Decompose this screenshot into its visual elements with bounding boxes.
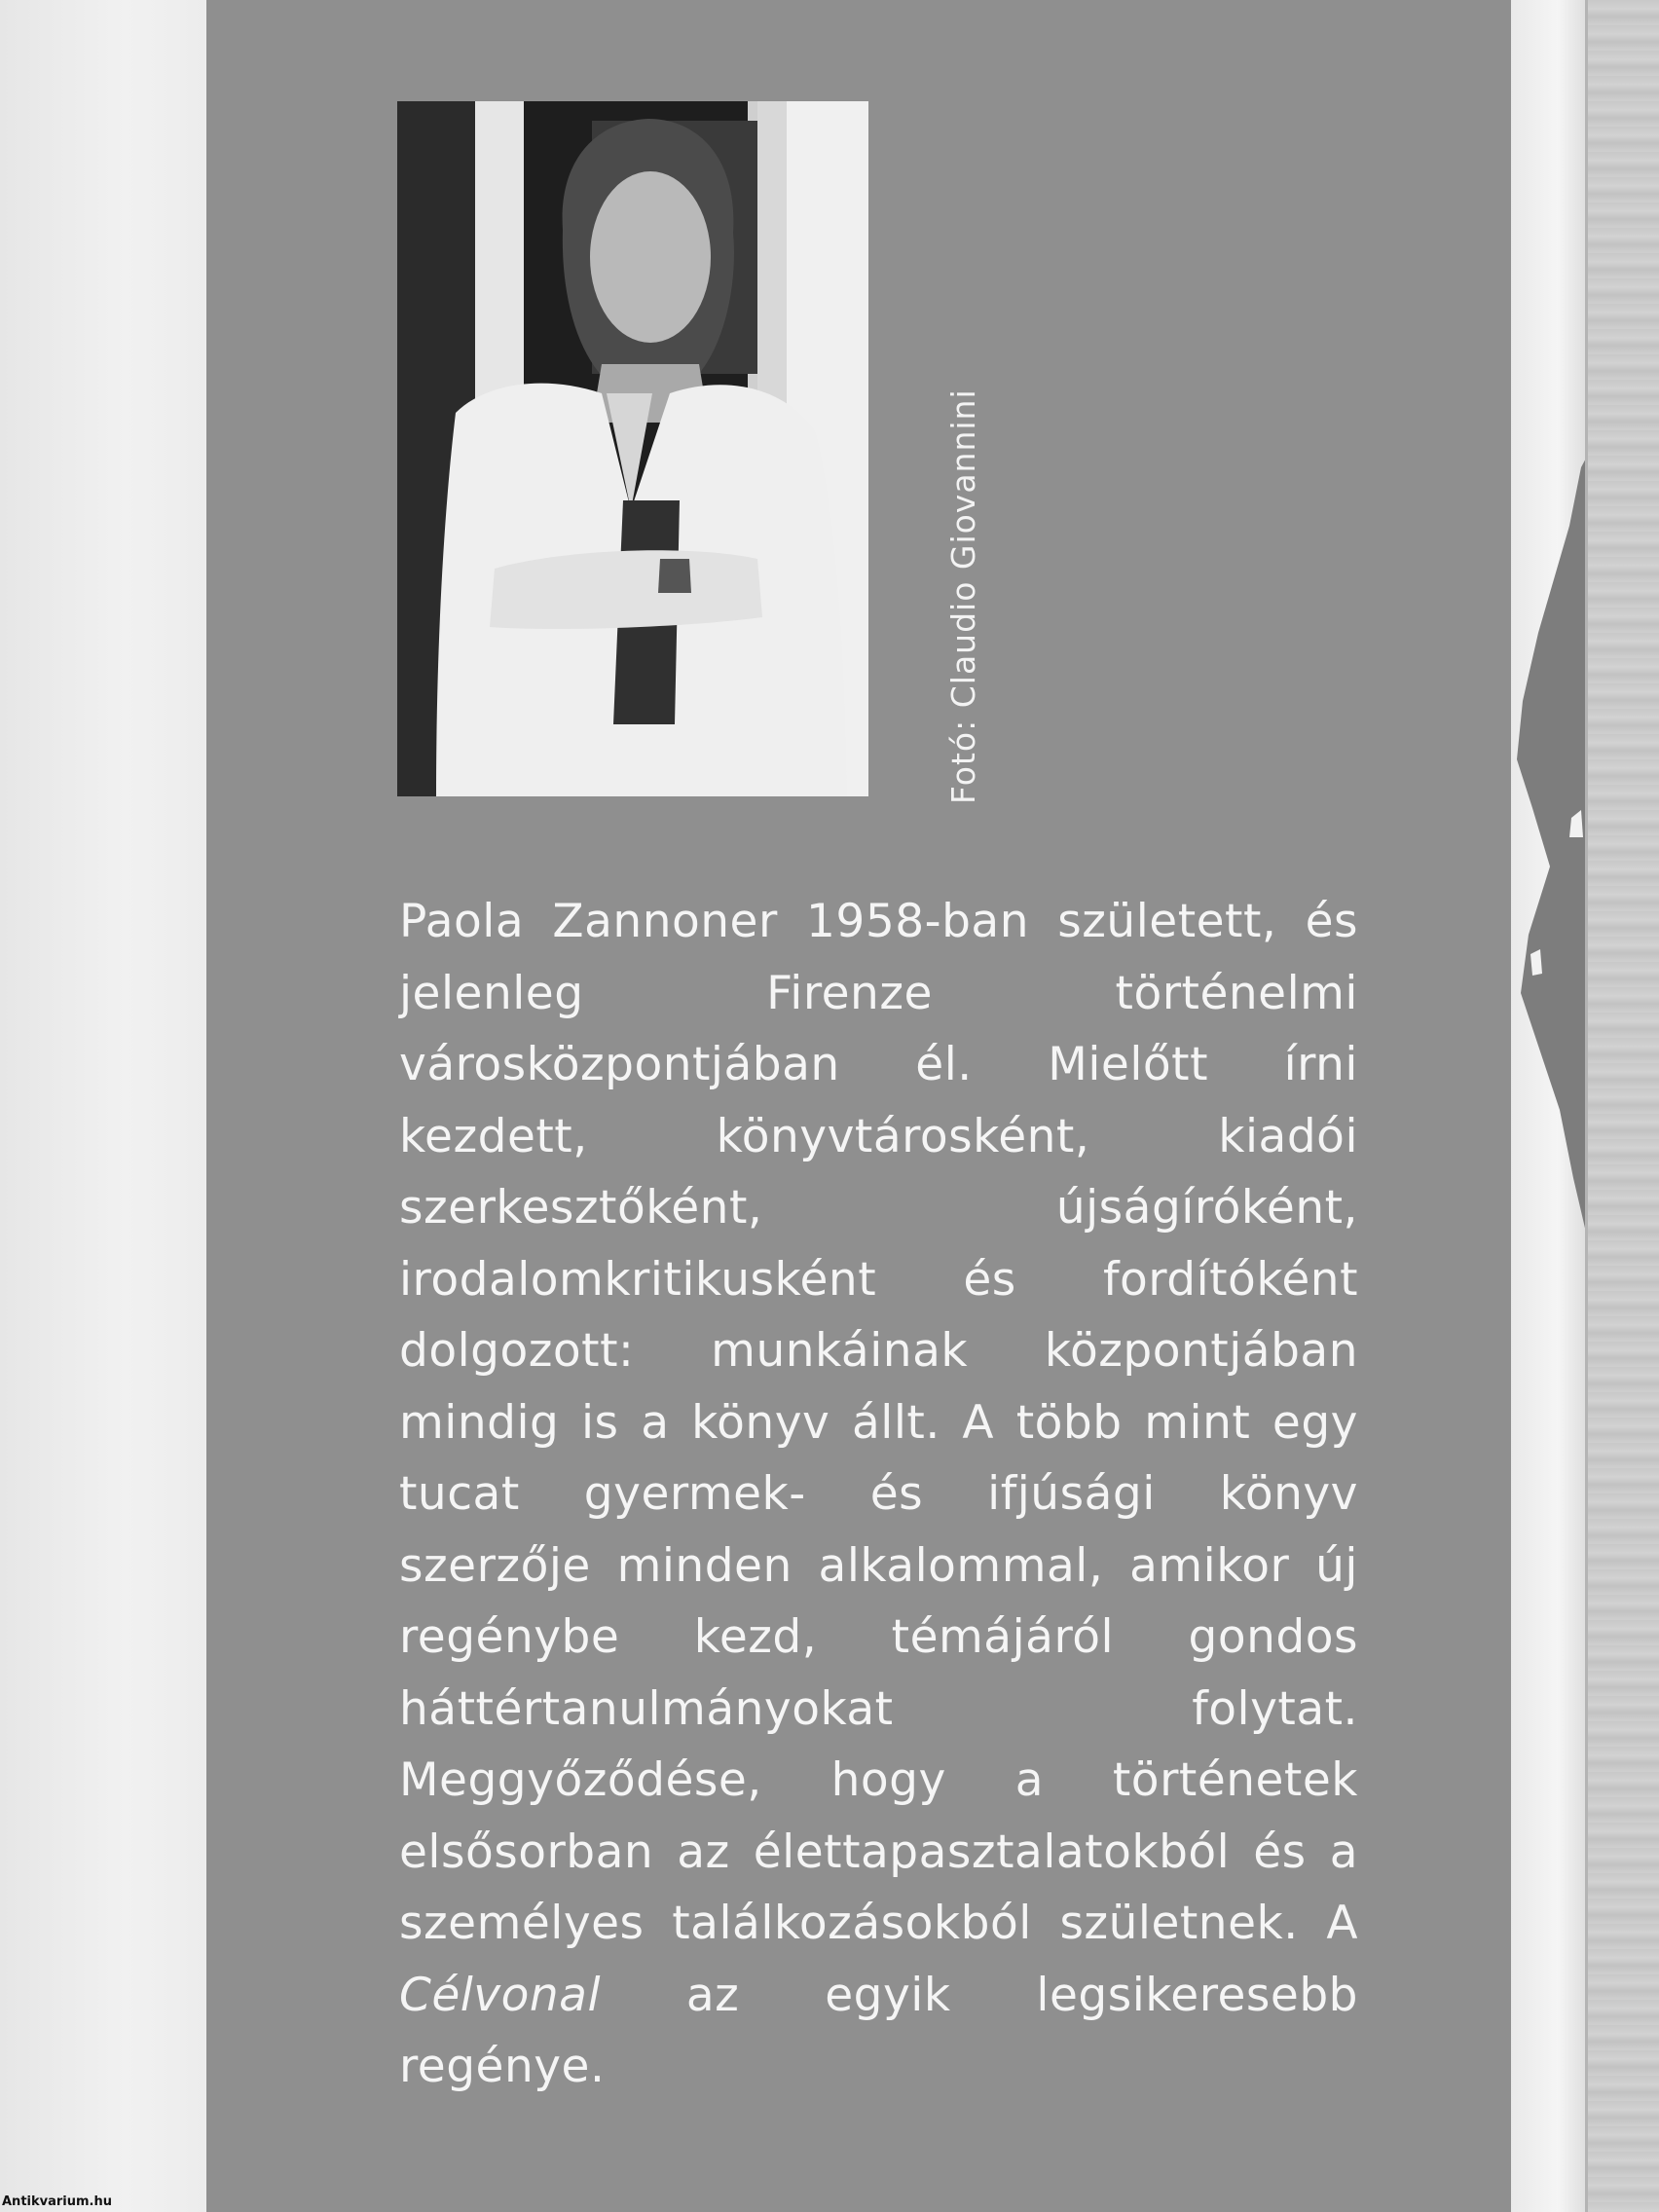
book-title: Célvonal [399,1968,602,2022]
photo-credit: Fotó: Claudio Giovannini [944,388,982,804]
cover-artwork-fragment [1511,409,1597,1266]
watermark: Antikvarium.hu [2,2194,112,2209]
inner-page-margin [0,0,209,2212]
author-biography [399,886,1358,2103]
author-photo [397,101,868,796]
book-spine [1585,0,1659,2212]
bio-text-part-2: az egyik legsikeresebb regénye. [399,1968,1358,2093]
bio-text-part-1: Paola Zannoner 1958-ban született, és jelenleg Firenze történelmi városközpontjában él. Mielőtt írni kezdett, könyvtárosként, kiadói szerkesztőként, újságíróként, irodalomkritikusként és fordítóként dolgozott: munkáinak központjában mindig is a könyv állt. A több mint egy tucat gyermek- és ifjúsági könyv szerzője minden alkalommal, amikor új regénybe kezd, témájáról gondos háttértanulmányokat folytat. Meggyőződése, hogy a történetek elsősorban az élettapasztalatokból és a személyes találkozásokból születnek. A [399,895,1358,1950]
